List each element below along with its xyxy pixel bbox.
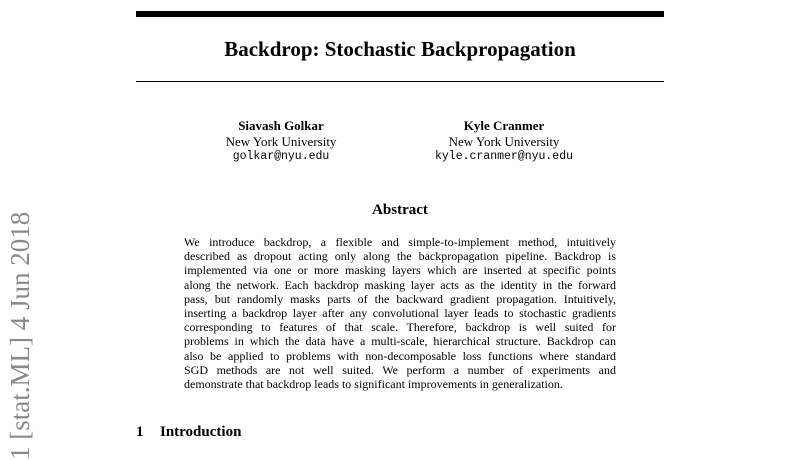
author-name: Kyle Cranmer — [463, 118, 545, 133]
title-bottom-rule — [136, 81, 664, 82]
abstract-line: SGD methods are not well suited. We perform a number of experiments and — [184, 362, 616, 377]
abstract-line: inserting a backdrop layer after any convolutional layer leads to stochastic gradients — [184, 306, 616, 321]
paper-title: Backdrop: Stochastic Backpropagation — [224, 37, 576, 61]
author-block-1 — [191, 118, 371, 165]
arxiv-side-stamp: 1 [stat.ML] 4 Jun 2018 — [5, 211, 35, 460]
abstract-line: corresponding to features of that scale. Therefore, backdrop is well suited for — [184, 320, 616, 335]
author-affiliation: New York University — [225, 133, 337, 149]
abstract-body — [184, 235, 616, 391]
section-heading-introduction — [136, 422, 241, 442]
author-block-2 — [414, 118, 594, 165]
abstract-line: We introduce backdrop, a flexible and simple-to-implement method, intuitively — [184, 235, 616, 249]
abstract-line: along the network. Each backdrop masking layer acts as the identity in the forward — [184, 277, 616, 292]
abstract-line: demonstrate that backdrop leads to significant improvements in generalization. — [184, 377, 563, 392]
author-name: Siavash Golkar — [238, 118, 324, 133]
section-title: Introduction — [160, 424, 242, 440]
section-number: 1 — [136, 424, 144, 440]
author-email: kyle.cranmer@nyu.edu — [434, 150, 574, 163]
author-affiliation: New York University — [448, 133, 560, 149]
abstract-line: pass, but randomly masks parts of the backward gradient propagation. Intuitively, — [184, 291, 616, 306]
author-email: golkar@nyu.edu — [232, 150, 330, 163]
abstract-line: implemented via one or more masking layers which are inserted at specific points — [184, 263, 616, 278]
abstract-line: also be applied to problems with non-decomposable loss functions where standard — [184, 348, 616, 363]
abstract-line: problems in which the data have a multi-scale, hierarchical structure. Backdrop can — [184, 334, 616, 349]
title-top-rule — [136, 11, 664, 17]
abstract-heading: Abstract — [372, 202, 428, 218]
abstract-line: described as dropout acting only along the backpropagation pipeline. Backdrop is — [184, 249, 616, 264]
